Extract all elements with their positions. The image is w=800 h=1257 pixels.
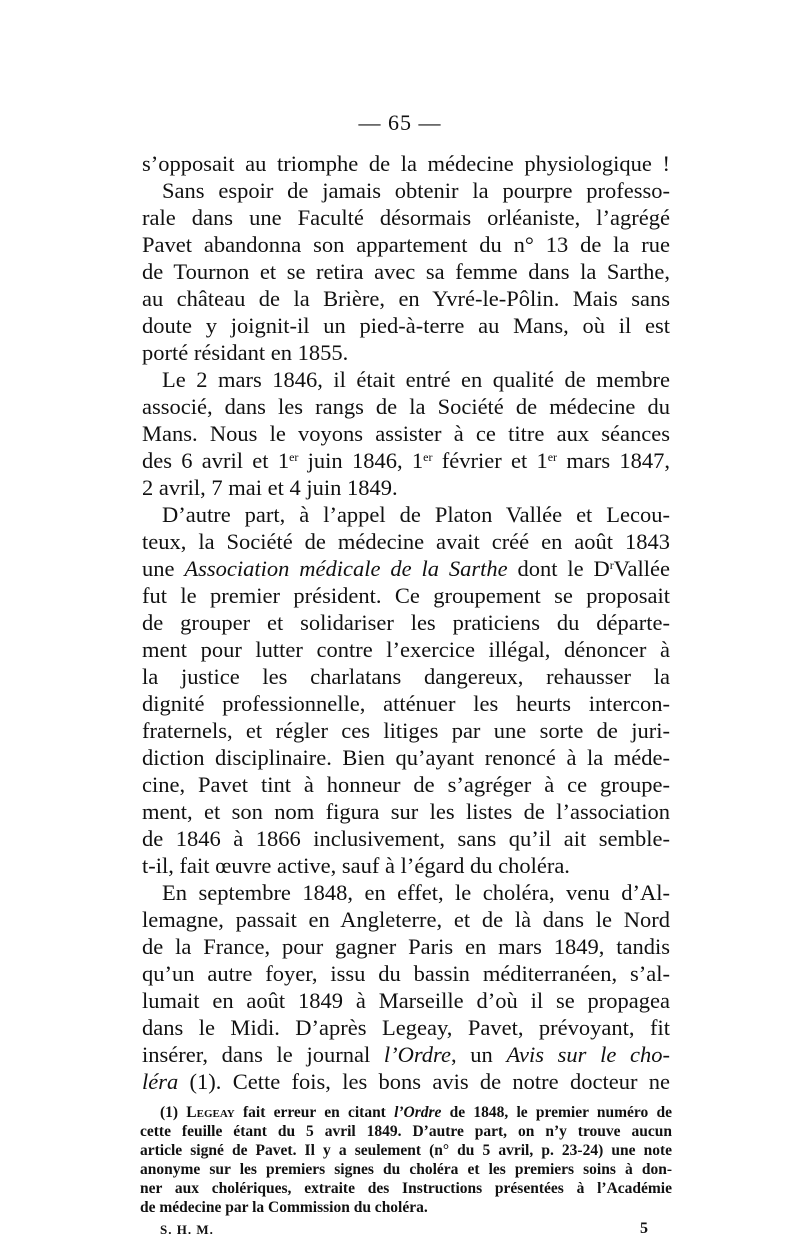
text-line: En septembre 1848, en effet, le choléra, venu d’Al- [162,880,670,905]
text-line: porté résidant en 1855. [142,340,349,365]
footnote-line: de médecine par la Commission du choléra. [140,1199,428,1216]
page-number: — 65 — [358,110,442,135]
text-line: de Tournon et se retira avec sa femme dans la Sarthe, [142,259,670,284]
text-line: dignité professionnelle, atténuer les heurts intercon- [142,691,670,716]
printer-signature: S. H. M. [160,1222,214,1237]
text-line: léra (1). Cette fois, les bons avis de notre docteur ne [142,1069,670,1094]
text-line: qu’un autre foyer, issu du bassin méditerranéen, s’al- [142,961,670,986]
text-line: doute y joignit-il un pied-à-terre au Mans, où il est [142,313,670,338]
text-line: de la France, pour gagner Paris en mars 1849, tandis [142,934,670,959]
text-line: diction disciplinaire. Bien qu’ayant renoncé à la méde- [142,745,670,770]
text-line: insérer, dans le journal l’Ordre, un Avis sur le cho- [142,1042,670,1067]
text-line: D’autre part, à l’appel de Platon Vallée et Lecou- [162,502,670,527]
text-line: fut le premier président. Ce groupement se proposait [142,583,670,608]
text-line: ment pour lutter contre l’exercice illégal, dénoncer à [142,637,670,662]
sheet-number: 5 [640,1220,648,1237]
text-line: associé, dans les rangs de la Société de médecine du [142,394,670,419]
text-line: s’opposait au triomphe de la médecine physiologique ! [142,151,670,176]
footnote-line: ner aux cholériques, extraite des Instructions présentées à l’Académie [140,1180,672,1197]
text-line: 2 avril, 7 mai et 4 juin 1849. [142,475,398,500]
text-line: lemagne, passait en Angleterre, et de là dans le Nord [142,907,670,932]
text-line: Sans espoir de jamais obtenir la pourpre professo- [162,178,670,203]
footnote-line: article signé de Pavet. Il y a seulement (n° du 5 avril, p. 23-24) une note [140,1142,672,1159]
text-line: fraternels, et régler ces litiges par une sorte de juri- [142,718,670,743]
text-line: Mans. Nous le voyons assister à ce titre aux séances [142,421,670,446]
text-line: une Association médicale de la Sarthe dont le $D^rVallée$ [142,556,670,581]
text-line: t-il, fait œuvre active, sauf à l’égard du choléra. [142,853,570,878]
text-line: de grouper et solidariser les praticiens du départe- [142,610,670,635]
text-line: de 1846 à 1866 inclusivement, sans qu’il ait semble- [142,826,670,851]
footnote-line: anonyme sur les premiers signes du choléra et les premiers soins à don- [140,1161,672,1178]
text-line: la justice les charlatans dangereux, rehausser la [142,664,670,689]
text-line: ment, et son nom figura sur les listes de l’association [142,799,670,824]
text-line: cine, Pavet tint à honneur de s’agréger à ce groupe- [142,772,670,797]
footnote-line: cette feuille étant du 5 avril 1849. D’autre part, on n’y trouve aucun [140,1123,672,1140]
footnote-line: (1) Legeay fait erreur en citant l’Ordre de 1848, le premier numéro de [160,1104,672,1121]
text-line: au château de la Brière, en Yvré-le-Pôlin. Mais sans [142,286,670,311]
text-line: lumait en août 1849 à Marseille d’où il se propagea [142,988,670,1013]
text-line: des 6 avril et 1er juin 1846, 1er février et 1er mars 1847, [142,448,670,473]
text-line: Le 2 mars 1846, il était entré en qualité de membre [162,367,670,392]
text-line: rale dans une Faculté désormais orléaniste, l’agrégé [142,205,670,230]
text-line: teux, la Société de médecine avait créé en août 1843 [142,529,670,554]
text-line: dans le Midi. D’après Legeay, Pavet, prévoyant, fit [142,1015,670,1040]
text-line: Pavet abandonna son appartement du n° 13 de la rue [142,232,670,257]
